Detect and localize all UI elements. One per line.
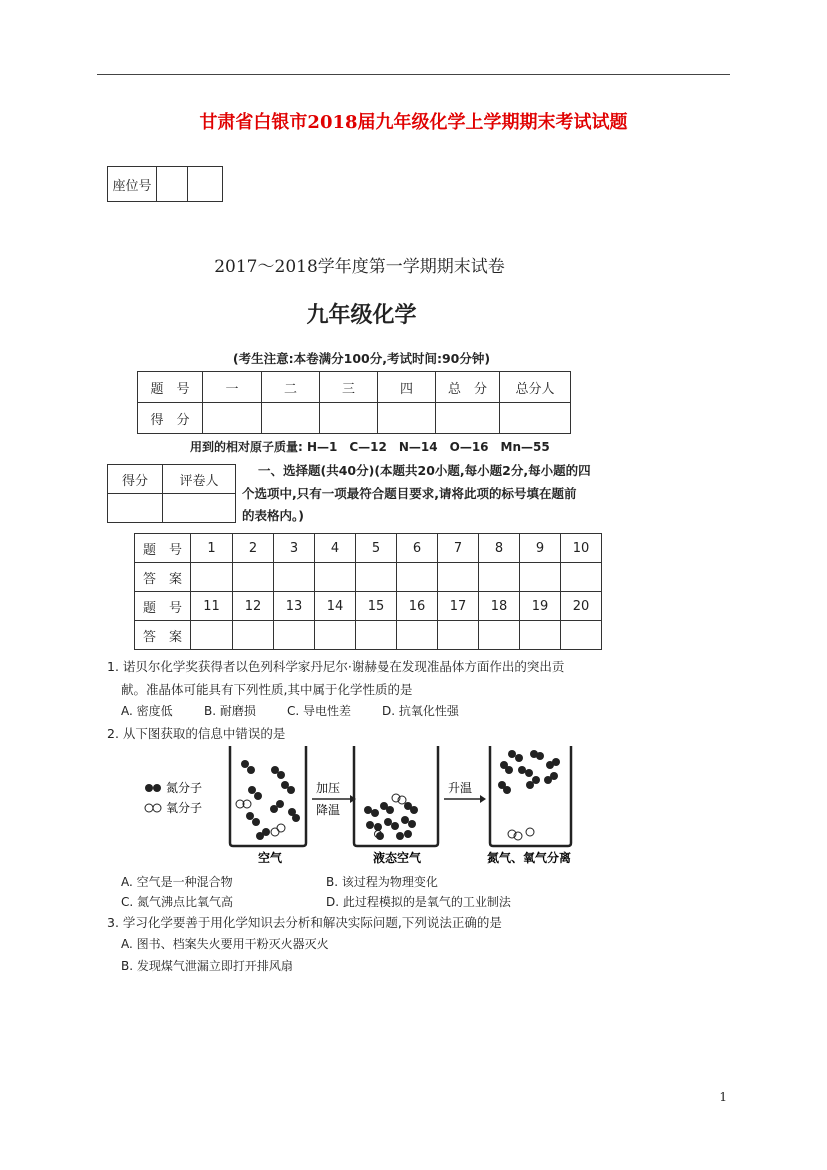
answer-question-number: 20 xyxy=(561,592,602,621)
answer-question-number: 11 xyxy=(191,592,233,621)
answer-cell xyxy=(561,621,602,650)
score-cell xyxy=(262,403,320,434)
grader-cell xyxy=(163,494,236,523)
score-header-cell: 题 号 xyxy=(138,372,203,403)
answer-question-number: 18 xyxy=(479,592,520,621)
air-molecules xyxy=(241,760,300,840)
q2-option-d: D. 此过程模拟的是氧气的工业制法 xyxy=(326,895,511,909)
answer-a-label: 答 案 xyxy=(135,563,191,592)
grader-score-cell xyxy=(108,494,163,523)
score-cell xyxy=(436,403,500,434)
score-header-cell: 总 分 xyxy=(436,372,500,403)
answer-question-number: 17 xyxy=(438,592,479,621)
section1-line1: 一、选择题(共40分)(本题共20小题,每小题2分,每小题的四 xyxy=(258,463,591,478)
answer-cell xyxy=(356,563,397,592)
answer-question-number: 8 xyxy=(479,534,520,563)
legend-nitrogen-label: 氮分子 xyxy=(166,781,203,795)
answer-cell xyxy=(479,621,520,650)
separated-oxygen-molecules xyxy=(508,828,534,840)
q2-stem: 2. 从下图获取的信息中错误的是 xyxy=(107,726,286,741)
grader-label: 评卷人 xyxy=(163,465,236,494)
q1-option-d: D. 抗氧化性强 xyxy=(382,704,459,718)
score-header-cell: 一 xyxy=(203,372,262,403)
answer-question-number: 7 xyxy=(438,534,479,563)
answer-cell xyxy=(315,621,356,650)
answer-cell xyxy=(191,621,233,650)
answer-question-number: 2 xyxy=(233,534,274,563)
answer-q-label: 题 号 xyxy=(135,534,191,563)
score-header-cell: 总分人 xyxy=(500,372,571,403)
exam-title: 2017～2018学年度第一学期期末试卷 xyxy=(214,257,505,277)
legend-oxygen xyxy=(145,804,161,812)
answer-question-number: 10 xyxy=(561,534,602,563)
answer-table xyxy=(134,533,602,650)
beaker-liquid-air-label: 液态空气 xyxy=(373,851,422,865)
q2-option-a: A. 空气是一种混合物 xyxy=(121,875,233,889)
answer-cell xyxy=(315,563,356,592)
score-table xyxy=(137,371,571,434)
answer-question-number: 13 xyxy=(274,592,315,621)
exam-notice: (考生注意:本卷满分100分,考试时间:90分钟) xyxy=(232,351,491,366)
answer-question-number: 15 xyxy=(356,592,397,621)
answer-question-number: 3 xyxy=(274,534,315,563)
answer-cell xyxy=(397,563,438,592)
score-row-label: 得 分 xyxy=(138,403,203,434)
score-cell xyxy=(378,403,436,434)
seat-label: 座位号 xyxy=(108,167,157,202)
q1-option-a: A. 密度低 xyxy=(121,704,173,718)
liquid-air-molecules xyxy=(364,802,418,840)
score-cell xyxy=(203,403,262,434)
answer-cell xyxy=(561,563,602,592)
arrow-heat-label: 升温 xyxy=(448,781,473,795)
answer-question-number: 19 xyxy=(520,592,561,621)
answer-q-label: 题 号 xyxy=(135,592,191,621)
answer-cell xyxy=(438,563,479,592)
grader-score-label: 得分 xyxy=(108,465,163,494)
q1-option-b: B. 耐磨损 xyxy=(204,704,256,718)
answer-cell xyxy=(438,621,479,650)
atomic-masses: 用到的相对原子质量: H—1 C—12 N—14 O—16 Mn—55 xyxy=(190,440,550,454)
score-header-cell: 四 xyxy=(378,372,436,403)
answer-cell xyxy=(233,621,274,650)
q2-option-b: B. 该过程为物理变化 xyxy=(326,875,438,889)
answer-cell xyxy=(356,621,397,650)
answer-cell xyxy=(520,621,561,650)
answer-question-number: 6 xyxy=(397,534,438,563)
score-header-cell: 三 xyxy=(320,372,378,403)
q1-stem-line1: 1. 诺贝尔化学奖获得者以色列科学家丹尼尔·谢赫曼在发现准晶体方面作出的突出贡 xyxy=(107,659,565,674)
answer-question-number: 14 xyxy=(315,592,356,621)
grader-box xyxy=(107,464,236,523)
beaker-air-label: 空气 xyxy=(258,851,283,865)
answer-question-number: 5 xyxy=(356,534,397,563)
section1-line3: 的表格内。) xyxy=(242,508,304,523)
arrow-compress-top: 加压 xyxy=(316,781,341,795)
score-header-cell: 二 xyxy=(262,372,320,403)
score-cell xyxy=(320,403,378,434)
header-rule xyxy=(97,74,730,75)
answer-question-number: 4 xyxy=(315,534,356,563)
section1-line2: 个选项中,只有一项最符合题目要求,请将此项的标号填在题前 xyxy=(242,486,577,501)
document-title: 甘肃省白银市2018届九年级化学上学期期末考试试题 xyxy=(199,112,628,133)
answer-a-label: 答 案 xyxy=(135,621,191,650)
answer-cell xyxy=(233,563,274,592)
q2-option-c: C. 氮气沸点比氧气高 xyxy=(121,895,234,909)
score-cell xyxy=(500,403,571,434)
q3-stem: 3. 学习化学要善于用化学知识去分析和解决实际问题,下列说法正确的是 xyxy=(107,915,502,930)
legend-nitrogen xyxy=(145,784,161,792)
arrow-compress-bottom: 降温 xyxy=(316,803,341,817)
q1-option-c: C. 导电性差 xyxy=(287,704,352,718)
q3-option-b: B. 发现煤气泄漏立即打开排风扇 xyxy=(121,959,293,973)
answer-cell xyxy=(479,563,520,592)
legend-oxygen-label: 氧分子 xyxy=(166,801,203,815)
beaker-liquid-air xyxy=(354,746,438,846)
q1-stem-line2: 献。准晶体可能具有下列性质,其中属于化学性质的是 xyxy=(121,682,413,697)
answer-question-number: 1 xyxy=(191,534,233,563)
beaker-separated-label: 氮气、氧气分离 xyxy=(487,851,572,865)
answer-question-number: 9 xyxy=(520,534,561,563)
air-separation-diagram xyxy=(140,740,600,870)
answer-cell xyxy=(520,563,561,592)
page-number: 1 xyxy=(719,1090,727,1104)
answer-cell xyxy=(274,621,315,650)
answer-cell xyxy=(191,563,233,592)
q3-option-a: A. 图书、档案失火要用干粉灭火器灭火 xyxy=(121,937,329,951)
subject-title: 九年级化学 xyxy=(306,303,417,328)
answer-cell xyxy=(397,621,438,650)
answer-question-number: 16 xyxy=(397,592,438,621)
separated-nitrogen-molecules xyxy=(498,750,560,794)
seat-cell xyxy=(188,167,223,202)
liquid-air-oxygen-molecules xyxy=(375,794,407,838)
answer-question-number: 12 xyxy=(233,592,274,621)
seat-cell xyxy=(157,167,188,202)
seat-number-box xyxy=(107,166,223,202)
answer-cell xyxy=(274,563,315,592)
